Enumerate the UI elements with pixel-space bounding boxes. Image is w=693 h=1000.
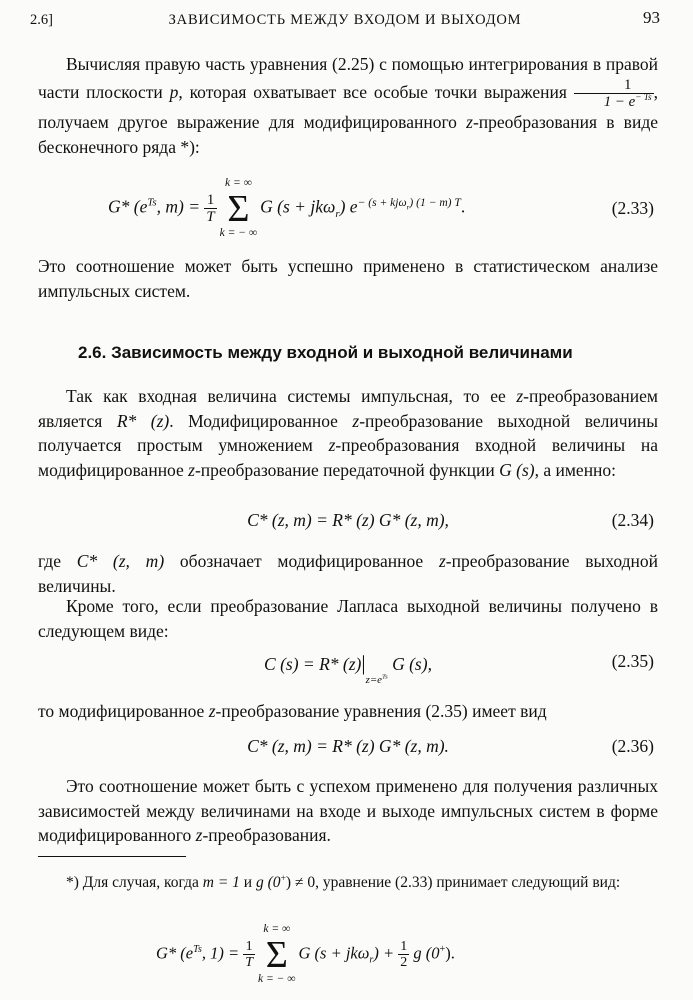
equation-body xyxy=(156,924,658,985)
fraction-denominator: 2 xyxy=(400,955,408,970)
subscript: r xyxy=(335,208,340,221)
paragraph-input-output xyxy=(38,384,658,482)
equation-body xyxy=(108,178,658,239)
fraction-denominator: T xyxy=(245,955,254,970)
paragraph-conclusion xyxy=(38,774,658,848)
equation-2-34 xyxy=(38,502,658,542)
fraction-denominator: T xyxy=(206,209,215,225)
superscript: Ts xyxy=(381,673,388,681)
text: где xyxy=(38,551,77,571)
text: . Модифицированное xyxy=(169,410,353,431)
eq-tail: . xyxy=(460,196,466,217)
eq-lhs: G* (e xyxy=(108,196,148,217)
variable: z xyxy=(352,410,360,431)
page-number: 93 xyxy=(643,8,660,27)
eq-tail: g (0 xyxy=(413,943,440,963)
superscript: Ts xyxy=(147,196,157,209)
fraction-numerator: 1 xyxy=(574,77,654,94)
text: -преобразование выходной величины. xyxy=(38,551,658,596)
paragraph-laplace: Кроме того, если преобразование Лапласа выходной величины получено в следующем виде: xyxy=(38,596,658,641)
equation-body xyxy=(38,651,658,686)
text: z=e xyxy=(365,674,382,686)
variable: z xyxy=(208,701,216,721)
text: -преобразование уравнения (2.35) имеет вид xyxy=(215,701,547,721)
superscript: + xyxy=(439,943,446,955)
fraction xyxy=(398,939,409,971)
paragraph-where xyxy=(38,549,658,598)
paragraph-statistical: Это соотношение может быть успешно применено в статистическом анализе импульсных систем. xyxy=(38,256,658,301)
equation-2-36 xyxy=(38,728,658,768)
eq-lhs: G* (e xyxy=(156,943,194,963)
variable: z xyxy=(438,551,446,571)
eq-lhs-end: , m) = xyxy=(156,196,201,217)
expression: G (s) xyxy=(499,459,535,480)
text: ) (1 − m) T xyxy=(409,196,461,209)
text: -преобразования входной величины на модифицированное xyxy=(38,435,659,480)
header-section-ref: 2.6] xyxy=(30,12,53,28)
paragraph-intro xyxy=(38,52,658,159)
evaluation-bar: | xyxy=(361,651,366,675)
sum-symbol: Σ xyxy=(265,933,288,976)
fraction-numerator: 1 xyxy=(400,938,408,954)
text: , которая охватывает все особые точки выражения xyxy=(178,81,574,102)
sum-symbol: Σ xyxy=(227,187,250,230)
text: Это соотношение может быть с успехом применено для получения различных зависимостей между величинами на входе и выходе импульсных систем в форме модифицированного xyxy=(38,776,658,845)
equation-2-35 xyxy=(38,643,658,687)
equation-number: (2.34) xyxy=(611,510,654,530)
variable: p xyxy=(169,81,179,102)
eq-term: G (s + jkω xyxy=(260,196,336,217)
text: ) ≠ 0 xyxy=(285,874,316,891)
fraction-numerator: 1 xyxy=(204,192,216,209)
variable: z xyxy=(195,825,203,845)
variable: z xyxy=(466,112,473,133)
eq-term-end: ) + xyxy=(373,943,395,963)
subscript: r xyxy=(369,954,374,966)
equation-body: C* (z, m) = R* (z) G* (z, m), xyxy=(247,510,449,530)
text: , уравнение (2.33) принимает следующий вид: xyxy=(315,874,621,891)
text: , получаем другое выражение для модифицированного xyxy=(38,81,658,133)
text: Так как входная величина системы импульсная, то ее xyxy=(66,386,517,406)
fraction-numerator: 1 xyxy=(243,939,255,955)
text: обозначает модифицированное xyxy=(164,551,439,571)
subscript: r xyxy=(406,202,410,211)
text: -преобразованием является xyxy=(38,386,658,431)
expression: C* (z, m) xyxy=(76,551,165,571)
superscript: − Ts xyxy=(635,91,652,102)
text: − (s + kjω xyxy=(357,196,407,209)
fraction xyxy=(204,192,216,226)
exponent xyxy=(358,197,461,209)
evaluation-subscript xyxy=(366,674,388,686)
expression: R* (z) xyxy=(116,410,170,431)
text: то модифицированное xyxy=(38,701,209,721)
equation-number: (2.33) xyxy=(611,198,654,218)
sum-upper-limit: k = ∞ xyxy=(224,177,252,189)
text: -преобразование передаточной функции xyxy=(194,459,500,480)
equation-number: (2.35) xyxy=(611,651,654,671)
footnote-equation xyxy=(38,924,658,988)
text: -преобразования. xyxy=(202,825,331,845)
variable: z xyxy=(188,459,195,480)
text: ). xyxy=(445,943,455,963)
section-heading: 2.6. Зависимость между входной и выходной величинами xyxy=(78,343,573,362)
equation-body: C* (z, m) = R* (z) G* (z, m). xyxy=(247,736,449,756)
running-header xyxy=(30,8,660,32)
sum-upper-limit: k = ∞ xyxy=(263,923,291,935)
eq-rhs: G (s), xyxy=(387,654,432,674)
text: Вычисляя правую часть уравнения (2.25) с помощью интегрирования в правой части плоскости xyxy=(38,54,658,102)
equation-2-33 xyxy=(38,178,658,238)
expression: m = 1 xyxy=(202,874,240,891)
sum-lower-limit: k = − ∞ xyxy=(219,226,258,239)
footnote-rule xyxy=(38,856,186,857)
text: и xyxy=(239,874,256,891)
text: -преобразования в виде бесконечного ряда *): xyxy=(38,112,658,157)
variable: z xyxy=(516,386,524,406)
superscript: + xyxy=(280,872,286,884)
eq-lhs-end: , 1) = xyxy=(201,943,240,963)
fraction-denominator xyxy=(574,91,654,110)
superscript: Ts xyxy=(193,943,202,955)
eq-term: G (s + jkω xyxy=(298,943,370,963)
text: , а именно: xyxy=(534,459,617,480)
text: -преобразование выходной величины получается простым умножением xyxy=(38,410,659,455)
summation xyxy=(258,924,295,985)
eq-lhs: C (s) = R* (z) xyxy=(264,654,362,674)
summation xyxy=(220,178,257,239)
header-title: ЗАВИСИМОСТЬ МЕЖДУ ВХОДОМ И ВЫХОДОМ xyxy=(168,12,522,28)
equation-number: (2.36) xyxy=(611,736,654,756)
eq-term-end: ) e xyxy=(339,196,358,217)
footnote xyxy=(38,872,658,894)
variable: z xyxy=(328,435,336,455)
inline-fraction xyxy=(574,77,654,111)
sum-lower-limit: k = − ∞ xyxy=(258,972,296,985)
paragraph-modified xyxy=(38,699,658,724)
expression: g (0 xyxy=(255,874,281,891)
text: 1 − e xyxy=(603,93,636,110)
text: *) Для случая, когда xyxy=(66,874,203,891)
fraction xyxy=(243,939,255,971)
